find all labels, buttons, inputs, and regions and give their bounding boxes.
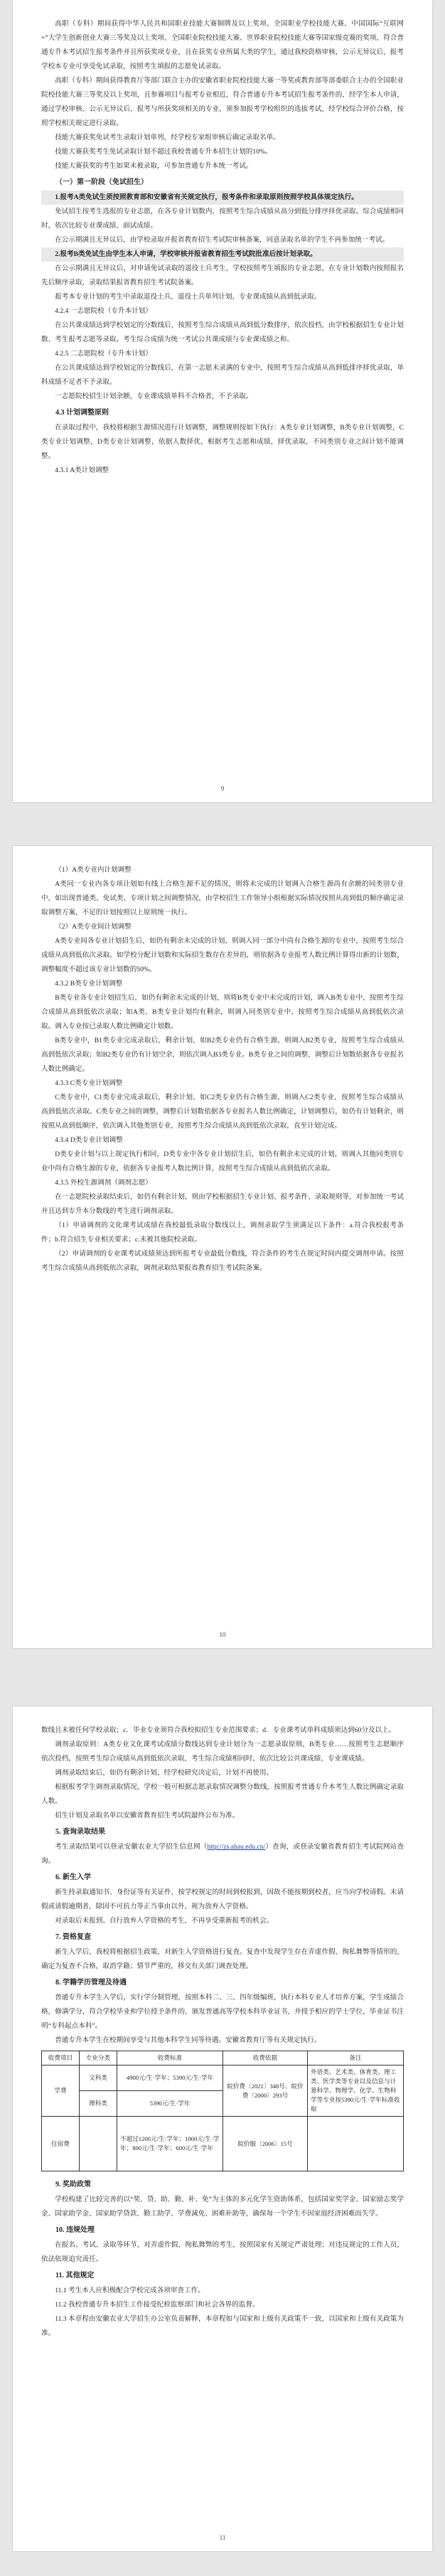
section-heading: 6. 新生入学 (55, 1874, 91, 1881)
paragraph: D类专业计划与以上规定执行相同，D类专业中各专业计划招生后，如仍有剩余未完成的计划，则调入其他同类别专业中尚有合格生源的专业，依据各专业报考人数比例计算，按照考生综合成绩从高到低依次录取。 (41, 1150, 404, 1172)
paragraph: 技能大赛获奖考生免试录取计划不超过我校普通专升本招生计划的10%。 (55, 148, 272, 156)
paragraph: A类同一专业内各专项计划如有线上合格生源不足的情况，则将未完成的计划调入合格生源尚有余额的同类别专业中，如出现普通类、免试类、专项计划之间调整情况，由学校招生工作领导小组根据实际情况按照从高到低的顺序确定录取调整方案，不足的计划按照以上原则统一执行。 (41, 880, 404, 916)
paragraph: 11.1 考生本人应积极配合学校完成各项审查工作。 (55, 2287, 205, 2294)
subsection-heading: （2）A类专业间计划调整 (55, 923, 132, 931)
paragraph: 根据报考学生调剂录取情况，学校一般可根据志愿录取情况调整分数线，按照报考普通专升本考生人数比例确定录取人数。 (41, 1783, 404, 1805)
page-number: 10 (219, 1631, 226, 1638)
paragraph: 数线且未被任何学校录取；c．毕业专业须符合我校拟招生专业范围要求；d．专业课考试单科成绩须达到60分及以上。 (41, 1726, 396, 1734)
paragraph: 技能大赛获奖免试考生录取计划单列，经学校专家组审核后确定录取名单。 (55, 134, 280, 141)
paragraph: 新生持录取通知书、身份证等有关证件，按学校规定的时间到校报到，因故不能按期到校者，应当向学校请假。未请假或请假逾期者，除因不可抗力等正当事由以外，视为放弃入学资格。 (41, 1888, 404, 1910)
paragraph: 在公示期满且无异议后，由学校录取并报省教育招生考试院审核备案，同意录取名单的学生不再参加统一考试。 (55, 236, 390, 244)
table-cell: 皖价费〔2021〕348号、皖价费〔2000〕293号 (223, 2065, 308, 2117)
paragraph: 调剂录取原则：A类专业文化课考试成绩分数线达到专业计划分为一志愿录取原则，B类专业……按照考生志愿顺序依次投档，按照考生综合成绩从高到低依次录取，考生综合成绩相同时，依次比较公共课成绩、专业课成绩。 (41, 1741, 404, 1763)
page-number: 11 (219, 2534, 226, 2541)
table-cell: 5390元/生·学年 (117, 2091, 223, 2117)
document-page-2 (13, 846, 432, 1648)
table-cell: 住宿费 (42, 2117, 80, 2171)
paragraph: 调剂录取结束后，如仍有剩余计划，经学校研究决定后，计划不再使用。 (55, 1769, 274, 1777)
paragraph: A类专业间各专业计划招生后，如仍有剩余未完成的计划，则调入同一部分中尚有合格生源的专业中，按照考生综合成绩从高到低依次录取。如学校分配计划数和实际招生数存在差异的，则依据各专业报考人数比例计算得出新的计划数，调整幅度不超过该专业计划数的50%。 (41, 937, 404, 973)
section-heading: 9. 奖助政策 (55, 2181, 91, 2188)
subsection-heading: 4.2.5 二志愿院校（专升本计划） (55, 350, 152, 358)
paragraph: C类专业中，C1类专业完成录取后，剩余计划，如C2类专业仍有合格生源，则调入C2类专业，按照考生综合成绩从高到低依次录取。C类专业之间的调整，调整后计划数依据各专业报名人数比例确定，计划调整后，如仍有计划剩余，则按照从高到低顺序，依次调入其他类别专业，按照考生综合成绩从高到低依次录取，直至计划完成。 (41, 1094, 404, 1130)
document-page-3 (13, 1706, 432, 2551)
paragraph: 在一志愿院校录取结束后，如仍有剩余计划，则由学校根据招生专业计划、报考条件、录取规则等，对参加统一考试并且达到专升本分数线的考生进行调剂录取。 (41, 1193, 404, 1215)
table-cell: 外语类、艺术类、体育类、理工类、医学类等专业以及信息与计算科学、物理学、化学、生物科学等专业按5390元/生·学年标准收取 (308, 2065, 404, 2117)
table-header: 备注 (308, 2051, 404, 2065)
table-row (42, 2065, 404, 2091)
section-heading: 5. 查询录取结果 (55, 1828, 105, 1836)
table-cell: 4900元/生·学年；5390元/生·学年 (117, 2065, 223, 2091)
paragraph-text: 考生录取结果可以登录安徽农业大学招生信息网（ (55, 1843, 208, 1851)
section-heading: 10. 违规处理 (55, 2226, 95, 2234)
table-cell (308, 2117, 404, 2171)
subsection-heading: 4.3.2 B类专业计划调整 (55, 980, 123, 988)
paragraph-text: ）查询，或登录安徽省教育招生考试院网站查询。 (41, 1843, 404, 1865)
subsection-heading: 4.3.1 A类计划调整 (55, 466, 109, 474)
table-header-row (42, 2051, 404, 2065)
subsection-heading: （1）A类专业内计划调整 (55, 866, 132, 874)
paragraph (41, 1840, 404, 1869)
table-header: 收费依据 (223, 2051, 308, 2065)
highlighted-item: 2.报考B类免试生由学生本人申请，学校审核并报省教育招生考试院批准后按计划录取。 (41, 247, 404, 262)
paragraph: 招生计划及录取名单以安徽省教育招生考试院最终公布为准。 (55, 1812, 240, 1819)
table-cell: 理科类 (80, 2091, 117, 2117)
table-cell (80, 2117, 117, 2171)
fee-table (41, 2051, 404, 2171)
table-cell: 皖价服〔2006〕15号 (223, 2117, 308, 2171)
table-cell: 学费 (42, 2065, 80, 2117)
paragraph: 一志愿院校招生计划余额，专业课成绩单科不合格者，不予录取。 (55, 392, 253, 400)
paragraph: 技能大赛获奖的考生如果未被录取，可参加普通专升本统一考试。 (55, 162, 253, 170)
table-header: 专业分类 (80, 2051, 117, 2065)
paragraph: 高职（专科）期间获得教育厅等部门联合主办的安徽省职业院校技能大赛一等奖或教育部等部委联合主办的全国职业院校技能大赛三等奖及以上奖项，且参赛项目与报考专业相近，符合普通专升本考试招生报考条件的，经学生本人申请，通过学校审核、公示无异议后，报考与所获奖项相关的专业，须参加报考学校组织的选拔考试，经学校综合评价合格，按照学校相关规定进行录取。 (41, 77, 404, 127)
section-heading: 7. 资格复查 (55, 1933, 91, 1941)
paragraph: 免试招生按考生选报的专业志愿，在各专业计划数内，按照考生综合成绩从高分到低分排序择优录取。综合成绩相同时，依次比较专业课成绩、面试成绩。 (41, 208, 404, 230)
paragraph: 报考本专业计划的考生中录取退役士兵，退役士兵单列计划，专业课成绩从高到低录取。 (55, 293, 321, 301)
paragraph: 普通专升本学生在校期间享受与其他本科学生同等待遇。安徽省教育厅等有关规定执行。 (55, 2036, 321, 2044)
table-row (42, 2117, 404, 2171)
paragraph: B类专业各专业计划招生后，如仍有剩余未完成的计划，则将B类专业中未完成的计划，调入B类专业中，按照考生综合成绩从高到低依次录取；如A类、B类专业计划均有剩余，则调入同类别专业中，按照考生综合成绩从高到低依次录取。调入专业按已录取人数比例确定计划数。 (41, 994, 404, 1030)
subsection-heading: 4.3.4 D类专业计划调整 (55, 1136, 123, 1144)
paragraph: 在公示期满且无异议后，对申请免试录取的退役士兵考生，学校按照考生填报的专业志愿，在专业计划数内按照报名先后顺序录取，录取结果报省教育招生考试院备案。 (41, 264, 404, 287)
section-heading: 11. 其他规定 (55, 2272, 95, 2280)
paragraph: 普通专升本学生入学后，实行学分制管理，按照本科二、三、四年级编班，执行本科专业人才培养方案，学生成绩合格，修满学分，符合学校毕业和学位授予条件的，颁发普通高等学校本科毕业证书，并授予相应的学士学位，毕业证书注明“专科起点本科”。 (41, 1994, 404, 2030)
paragraph: 高职（专科）期间获得中华人民共和国职业技能大赛铜牌及以上奖项、全国职业学校技能大赛、中国国际“互联网+”大学生创新创业大赛三等奖及以上奖项、全国职业院校技能大赛、世界职业院校技能大赛等国家级竞赛的奖项，符合普通专升本考试招生报考条件并且所获奖项专业，且在获奖专业所属大类的学生，通过我校资格审核，公示无异议后，报考学校本专业可享受免试录取，按照考生填报的志愿免试录取。 (41, 20, 404, 70)
paragraph: （2）申请调剂的专业课考试成绩须达到所报考专业最低分数线，符合条件的考生在规定时间内提交调剂申请。按照考生综合成绩从高到低依次录取，调剂录取结果报省教育招生考试院备案。 (41, 1250, 404, 1272)
document-page-1 (13, 0, 432, 802)
table-header: 收费项目 (42, 2051, 80, 2065)
paragraph: （1）申请调剂的文化课考试成绩在我校最低录取分数线以上，调剂录取学生须满足以下条件：a.符合我校报考条件；b.符合招生专业相关要求；c.未被其他院校录取。 (41, 1222, 404, 1244)
subsection-heading: 4.3.3 C类专业计划调整 (55, 1079, 123, 1087)
paragraph: 新生入学后，我校将根据招生政策，对新生入学资格进行复查。复查中发现学生存在弄虚作假、徇私舞弊等情形的，确定为复查不合格，取消学籍；情节严重的，移交有关部门调查处理。 (41, 1948, 404, 1970)
paragraph: 在报名、考试、录取等环节，对弄虚作假、徇私舞弊的考生，按照国家有关规定严肃处理；对违反规定的工作人员，依法依规追究责任。 (41, 2241, 404, 2263)
paragraph: 对录取后未报到、自行放弃入学资格的考生，不再享受重新报考的机会。 (55, 1917, 274, 1925)
paragraph: 在录取过程中，我校将根据生源情况进行计划调整，调整规则按如下执行：A类专业计划调整，B类专业计划调整，C类专业计划调整，D类专业计划调整，依据人数择优，根据考生志愿和成绩，择优录取，不同类别专业之间计划不能调整。 (41, 424, 404, 460)
table-header: 收费标准 (117, 2051, 223, 2065)
section-heading: 4.3 计划调整原则 (55, 409, 109, 417)
admission-site-link[interactable]: http://zs.ahau.edu.cn/ (207, 1843, 266, 1851)
paragraph: 在公共课成绩达到学校划定的分数线后，在第一志愿未录满的专业中，按照考生综合成绩从高到低排序择优录取，单科成绩不足者不予录取。 (41, 364, 404, 386)
table-cell: 不超过1200元/生·学年；1000元/生·学年；800元/生·学年；600元/生·学年 (117, 2117, 223, 2171)
paragraph: B类专业中，B1类专业完成录取后，剩余计划，如B2类专业仍有合格生源，则调入B2类专业，按照考生综合成绩从高到低依次录取；如B2类专业仍有计划空余，则依次调入B3类专业。B类专业之间的调整，调整后计划数依据各专业报名人数比例确定。 (41, 1037, 404, 1073)
section-heading: （一）第一阶段（免试招生） (55, 178, 148, 186)
paragraph: 在公共课成绩达到学校划定的分数线后，按照考生综合成绩从高到低分数排序，依次投档，由学校根据招生专业计划数、考生报考志愿等录取。考生综合成绩为统一考试公共课成绩与专业课成绩之和。 (41, 321, 404, 343)
subsection-heading: 4.3.5 外校生源调剂（调剂志愿） (55, 1179, 152, 1187)
paragraph: 11.3 本章程由安徽农业大学招生办公室负责解释，本章程如与国家和上级有关政策不一致，以国家和上级有关政策为准。 (41, 2315, 404, 2337)
paragraph: 11.2 我校普通专升本招生工作接受纪检监察部门和社会各界的监督。 (55, 2301, 259, 2309)
section-heading: 8. 学籍学历管理及待遇 (55, 1979, 127, 1987)
subsection-heading: 4.2.4 一志愿院校（专升本计划） (55, 307, 152, 315)
page-number: 9 (220, 785, 225, 792)
highlighted-item: 1.报考A类免试生须按照教育部和安徽省有关规定执行，报考条件和录取原则按照学校具体规定执行。 (41, 191, 404, 205)
table-cell: 文科类 (80, 2065, 117, 2091)
paragraph: 学校构建了比较完善的以“奖、贷、助、勤、补、免”为主体的多元化学生资助体系，包括国家奖学金、国家励志奖学金、国家助学金、国家助学贷款、勤工助学、学费减免、困难补助等，确保每一个学生不因家庭经济困难而失学。 (41, 2196, 404, 2218)
